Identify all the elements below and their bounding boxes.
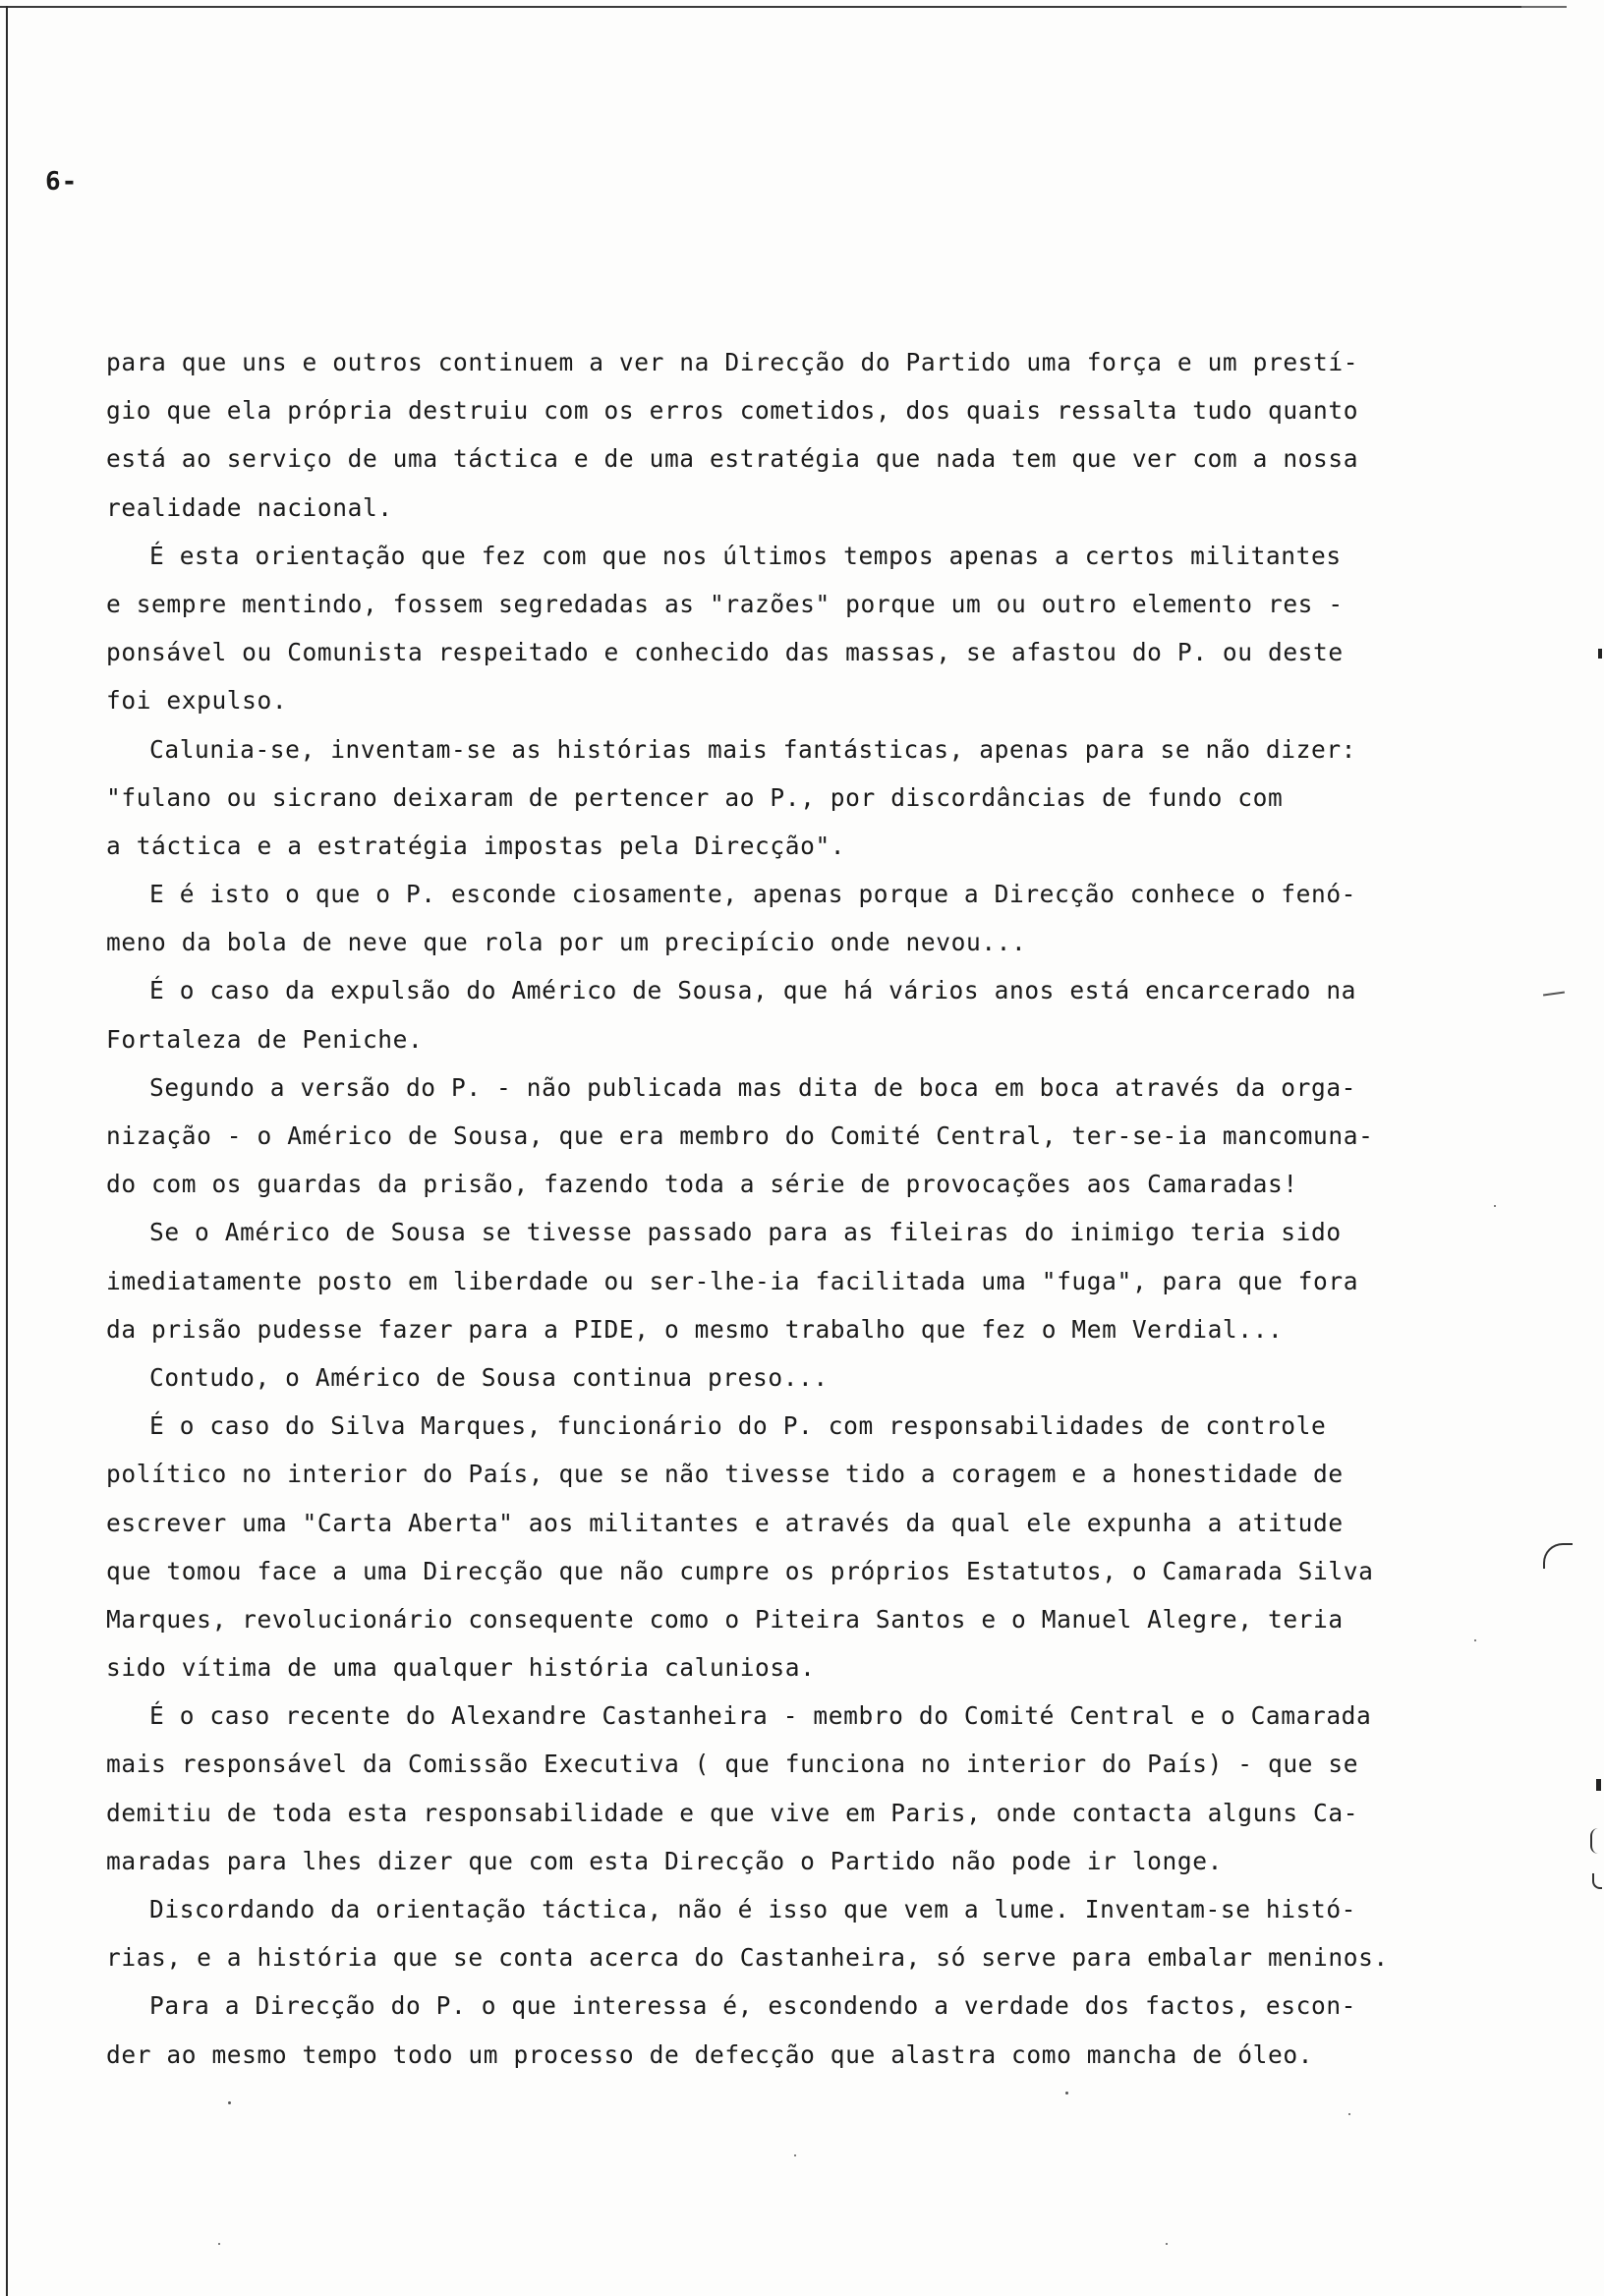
text-line: foi expulso. [106,686,288,716]
text-line: maradas para lhes dizer que com esta Direcção o Partido não pode ir longe. [106,1846,1223,1875]
text-line: do com os guardas da prisão, fazendo toda a série de provocações aos Camaradas! [106,1170,1298,1199]
scan-speck [1494,1205,1496,1207]
scan-speck [228,2101,231,2104]
text-line: meno da bola de neve que rola por um precipício onde nevou... [106,928,1027,957]
text-line: está ao serviço de uma táctica e de uma estratégia que nada tem que ver com a nossa [106,444,1359,474]
scan-border-top-right [1521,6,1567,8]
text-line: Segundo a versão do P. - não publicada mas dita de boca em boca através da orga- [149,1072,1357,1102]
text-line: sido vítima de uma qualquer história caluniosa. [106,1653,816,1683]
text-line: der ao mesmo tempo todo um processo de defecção que alastra como mancha de óleo. [106,2039,1314,2069]
text-line: que tomou face a uma Direcção que não cumpre os próprios Estatutos, o Camarada Silva [106,1556,1374,1585]
page-number: 6- [45,167,79,197]
text-line: político no interior do País, que se não tivesse tido a coragem e a honestidade de [106,1460,1344,1489]
text-line: "fulano ou sicrano deixaram de pertencer ao P., por discordâncias de fundo com [106,782,1284,812]
text-line: É o caso recente do Alexandre Castanheira - membro do Comité Central e o Camarada [149,1701,1372,1731]
scan-speck [1474,1639,1476,1641]
margin-mark [1598,649,1602,659]
scan-speck [794,2154,796,2156]
margin-mark [1596,1779,1601,1791]
margin-mark [1592,1873,1602,1889]
text-line: nização - o Américo de Sousa, que era membro do Comité Central, ter-se-ia mancomuna- [106,1121,1374,1150]
text-line: Para a Direcção do P. o que interessa é, escondendo a verdade dos factos, escon- [149,1991,1357,2021]
text-line: da prisão pudesse fazer para a PIDE, o mesmo trabalho que fez o Mem Verdial... [106,1314,1284,1344]
scan-border-top [0,6,1533,8]
document-body [106,338,1413,2079]
text-line: para que uns e outros continuem a ver na Direcção do Partido uma força e um prestí- [106,348,1359,376]
text-line: demitiu de toda esta responsabilidade e que vive em Paris, onde contacta alguns Ca- [106,1798,1359,1827]
text-line: Se o Américo de Sousa se tivesse passado para as fileiras do inimigo teria sido [149,1218,1342,1247]
text-line: gio que ela própria destruiu com os erros cometidos, dos quais ressalta tudo quanto [106,396,1359,426]
scan-border-left [6,6,8,2296]
text-line: imediatamente posto em liberdade ou ser-lhe-ia facilitada uma "fuga", para que fora [106,1266,1359,1295]
text-line: Calunia-se, inventam-se as histórias mais fantásticas, apenas para se não dizer: [149,734,1357,764]
scan-speck [218,2243,220,2245]
margin-mark [1543,1543,1573,1569]
text-line: Fortaleza de Peniche. [106,1024,424,1054]
text-line: rias, e a história que se conta acerca do Castanheira, só serve para embalar meninos. [106,1943,1389,1973]
text-line: É o caso da expulsão do Américo de Sousa, que há vários anos está encarcerado na [149,976,1357,1005]
text-line: É o caso do Silva Marques, funcionário do P. com responsabilidades de controle [149,1411,1327,1441]
text-line: mais responsável da Comissão Executiva ( que funciona no interior do País) - que se [106,1750,1359,1779]
text-line: escrever uma "Carta Aberta" aos militantes e através da qual ele expunha a atitude [106,1508,1344,1537]
text-line: realidade nacional. [106,492,393,522]
margin-mark [1543,991,1565,996]
scan-speck [1166,2243,1168,2245]
text-line: Contudo, o Américo de Sousa continua preso... [149,1362,829,1392]
margin-mark [1590,1828,1600,1854]
scan-speck [1065,2092,1068,2095]
text-line: a táctica e a estratégia impostas pela Direcção". [106,831,846,860]
text-line: e sempre mentindo, fossem segredadas as "razões" porque um ou outro elemento res - [106,589,1344,618]
scan-speck [1348,2113,1350,2115]
text-line: ponsável ou Comunista respeitado e conhecido das massas, se afastou do P. ou deste [106,638,1344,667]
text-line: É esta orientação que fez com que nos últimos tempos apenas a certos militantes [149,541,1342,570]
text-line: Marques, revolucionário consequente como o Piteira Santos e o Manuel Alegre, teria [106,1604,1344,1634]
text-line: E é isto o que o P. esconde ciosamente, apenas porque a Direcção conhece o fenó- [149,880,1357,909]
text-line: Discordando da orientação táctica, não é isso que vem a lume. Inventam-se histó- [149,1895,1357,1923]
